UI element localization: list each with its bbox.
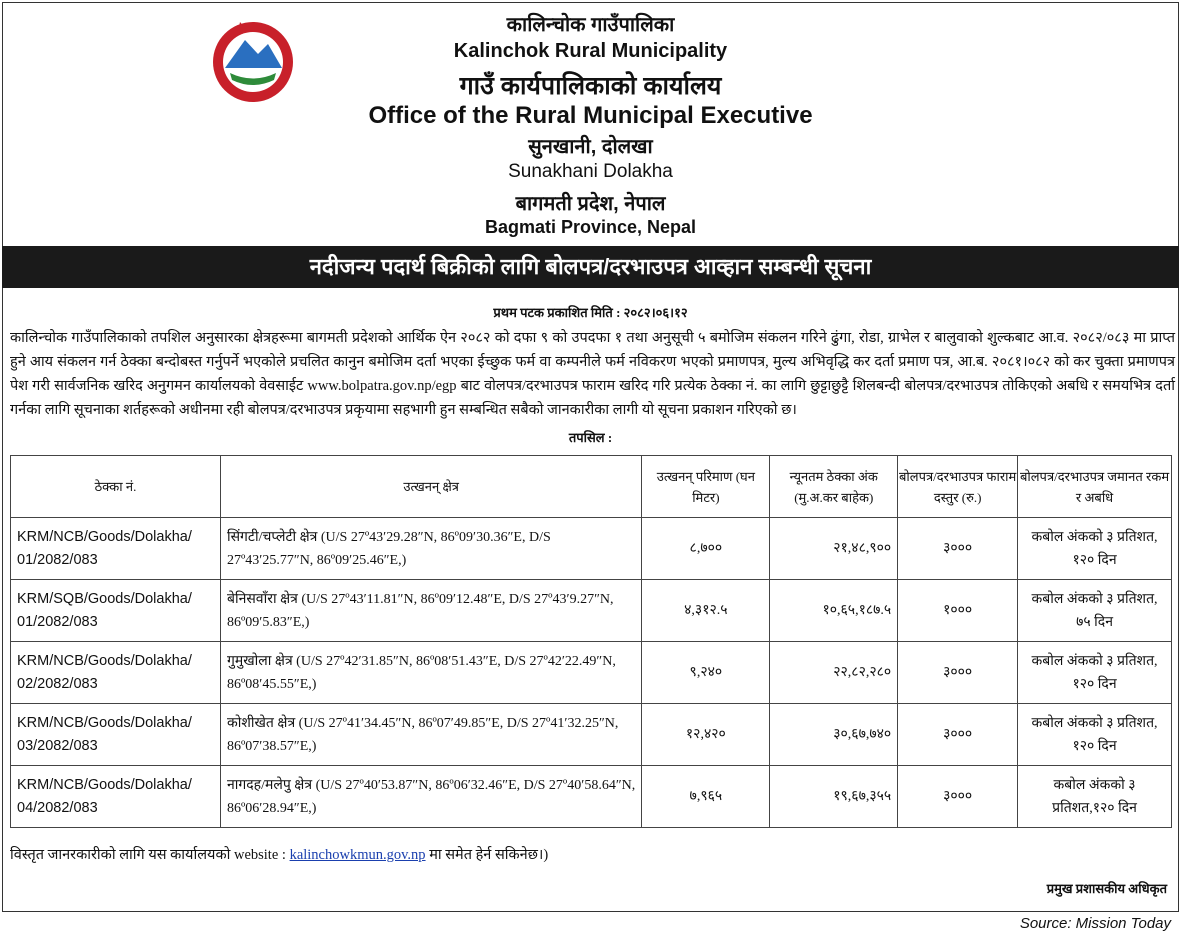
footer-prefix: विस्तृत जानरकारीको लागि यस कार्यालयको website : <box>10 847 290 863</box>
quantity-cell: १२,४२० <box>642 704 770 766</box>
np-place: सुनखानी, दोलखा <box>528 136 653 158</box>
en-municipality-name: Kalinchok Rural Municipality <box>453 40 728 62</box>
table-row <box>11 518 1172 580</box>
contract-no-cell: KRM/NCB/Goods/Dolakha/ 02/2082/083 <box>11 642 221 704</box>
en-office-name: Office of the Rural Municipal Executive <box>368 102 813 129</box>
column-header: बोलपत्र/दरभाउपत्र जमानत रकम र अबधि <box>1018 456 1172 518</box>
quantity-cell: ७,९६५ <box>642 766 770 828</box>
en-place: Sunakhani Dolakha <box>508 161 673 182</box>
quantity-cell: ८,७०० <box>642 518 770 580</box>
contract-no-cell: KRM/NCB/Goods/Dolakha/ 01/2082/083 <box>11 518 221 580</box>
contract-no-cell: KRM/SQB/Goods/Dolakha/ 01/2082/083 <box>11 580 221 642</box>
publish-date: प्रथम पटक प्रकाशित मिति : २०८२।०६।१२ <box>493 305 688 320</box>
table-row <box>11 704 1172 766</box>
notice-title-banner: नदीजन्य पदार्थ बिक्रीको लागि बोलपत्र/दरभाउपत्र आव्हान सम्बन्धी सूचना <box>2 246 1179 288</box>
min-amount-cell: २२,८२,२८० <box>770 642 898 704</box>
details-heading: तपसिल : <box>568 430 613 445</box>
form-fee-cell: ३००० <box>898 642 1018 704</box>
excavation-area-cell: नागदह/मलेपु क्षेत्र (U/S 27º40′53.87″N, 86º06′32.46″E, D/S 27º40′58.64″N, 86º06′28.94″E,) <box>220 766 641 828</box>
excavation-area-cell: गुमुखोला क्षेत्र (U/S 27º42′31.85″N, 86º08′51.43″E, D/S 27º42′22.49″N, 86º08′45.55″E,) <box>220 642 641 704</box>
np-province: बागमती प्रदेश, नेपाल <box>515 193 666 215</box>
min-amount-cell: २१,४८,९०० <box>770 518 898 580</box>
form-fee-cell: ३००० <box>898 518 1018 580</box>
security-period-cell: कबोल अंकको ३ प्रतिशत,१२० दिन <box>1018 766 1172 828</box>
np-municipality-name: कालिन्चोक गाउँपालिका <box>506 14 675 36</box>
excavation-area-cell: कोशीखेत क्षेत्र (U/S 27º41′34.45″N, 86º07′49.85″E, D/S 27º41′32.25″N, 86º07′38.57″E,) <box>220 704 641 766</box>
form-fee-cell: ३००० <box>898 766 1018 828</box>
security-period-cell: कबोल अंकको ३ प्रतिशत, १२० दिन <box>1018 704 1172 766</box>
security-period-cell: कबोल अंकको ३ प्रतिशत, १२० दिन <box>1018 642 1172 704</box>
form-fee-cell: ३००० <box>898 704 1018 766</box>
signatory-title: प्रमुख प्रशासकीय अधिकृत <box>1046 881 1167 896</box>
tender-table <box>10 455 1172 828</box>
contract-no-cell: KRM/NCB/Goods/Dolakha/ 03/2082/083 <box>11 704 221 766</box>
table-row <box>11 642 1172 704</box>
column-header: न्यूनतम ठेक्का अंक (मु.अ.कर बाहेक) <box>770 456 898 518</box>
excavation-area-cell: सिंगटी/चप्लेटी क्षेत्र (U/S 27º43′29.28″N, 86º09′30.36″E, D/S 27º43′25.77″N, 86º09′25.46″E,) <box>220 518 641 580</box>
excavation-area-cell: बेनिसवाँरा क्षेत्र (U/S 27º43′11.81″N, 86º09′12.48″E, D/S 27º43′9.27″N, 86º09′5.83″E,) <box>220 580 641 642</box>
min-amount-cell: ३०,६७,७४० <box>770 704 898 766</box>
footer-suffix: मा समेत हेर्न सकिनेछ।) <box>425 847 549 863</box>
contract-no-cell: KRM/NCB/Goods/Dolakha/ 04/2082/083 <box>11 766 221 828</box>
table-row <box>11 580 1172 642</box>
website-link[interactable]: kalinchowkmun.gov.np <box>289 847 426 863</box>
source-credit: Source: Mission Today <box>1019 915 1171 932</box>
notice-body: कालिन्चोक गाउँपालिकाको तपशिल अनुसारका क्षेत्रहरूमा बागमती प्रदेशको आर्थिक ऐन २०८२ को दफा ९ को उपदफा १ तथा अनुसूची ५ बमोजिम संकलन गरिने ढुंगा, रोडा, ग्राभेल र बालुवाको शुल्कबाट आ.व. २०८२/०८३ मा प्राप्त हुने आय संकलन गर्न ठेक्का बन्दोबस्त गर्नुपर्ने भएकोले प्रचलित कानुन बमोजिम दर्ता भएका ईच्छुक फर्म वा कम्पनीले फर्म नविकरण भएको प्रमाणपत्र, मुल्य अभिवृद्धि कर दर्ता प्रमाण पत्र, आ.ब. २०८१।०८२ को कर चुक्ता प्रमाणपत्र पेश गरी सार्वजनिक खरिद अनुगमन कार्यालयको वेवसाईट www.bolpatra.gov.np/egp बाट वोलपत्र/दरभाउपत्र फाराम खरिद गरि प्रत्येक ठेक्का नं. का लागि छुट्टाछुट्टै शिलबन्दी बोलपत्र/दरभाउपत्र तोकिएको अबधि र समयभित्र दर्ता गर्नका लागि सूचनाका शर्तहरूको अधीनमा रही बोलपत्र/दरभाउपत्र प्रकृयामा सहभागी हुन सम्बन्धित सबैको जानकारीका लागी यो सूचना प्रकाशन गरिएको छ। <box>10 330 1175 418</box>
column-header: बोलपत्र/दरभाउपत्र फाराम दस्तुर (रु.) <box>898 456 1018 518</box>
np-office-name: गाउँ कार्यपालिकाको कार्यालय <box>459 72 722 100</box>
min-amount-cell: १९,६७,३५५ <box>770 766 898 828</box>
quantity-cell: ४,३१२.५ <box>642 580 770 642</box>
footer-note <box>10 844 548 864</box>
column-header: ठेक्का नं. <box>11 456 221 518</box>
security-period-cell: कबोल अंकको ३ प्रतिशत, १२० दिन <box>1018 518 1172 580</box>
quantity-cell: ९,२४० <box>642 642 770 704</box>
form-fee-cell: १००० <box>898 580 1018 642</box>
column-header: उत्खनन् क्षेत्र <box>220 456 641 518</box>
en-province: Bagmati Province, Nepal <box>484 217 697 237</box>
security-period-cell: कबोल अंकको ३ प्रतिशत, ७५ दिन <box>1018 580 1172 642</box>
min-amount-cell: १०,६५,१८७.५ <box>770 580 898 642</box>
column-header: उत्खनन् परिमाण (घन मिटर) <box>642 456 770 518</box>
table-row <box>11 766 1172 828</box>
